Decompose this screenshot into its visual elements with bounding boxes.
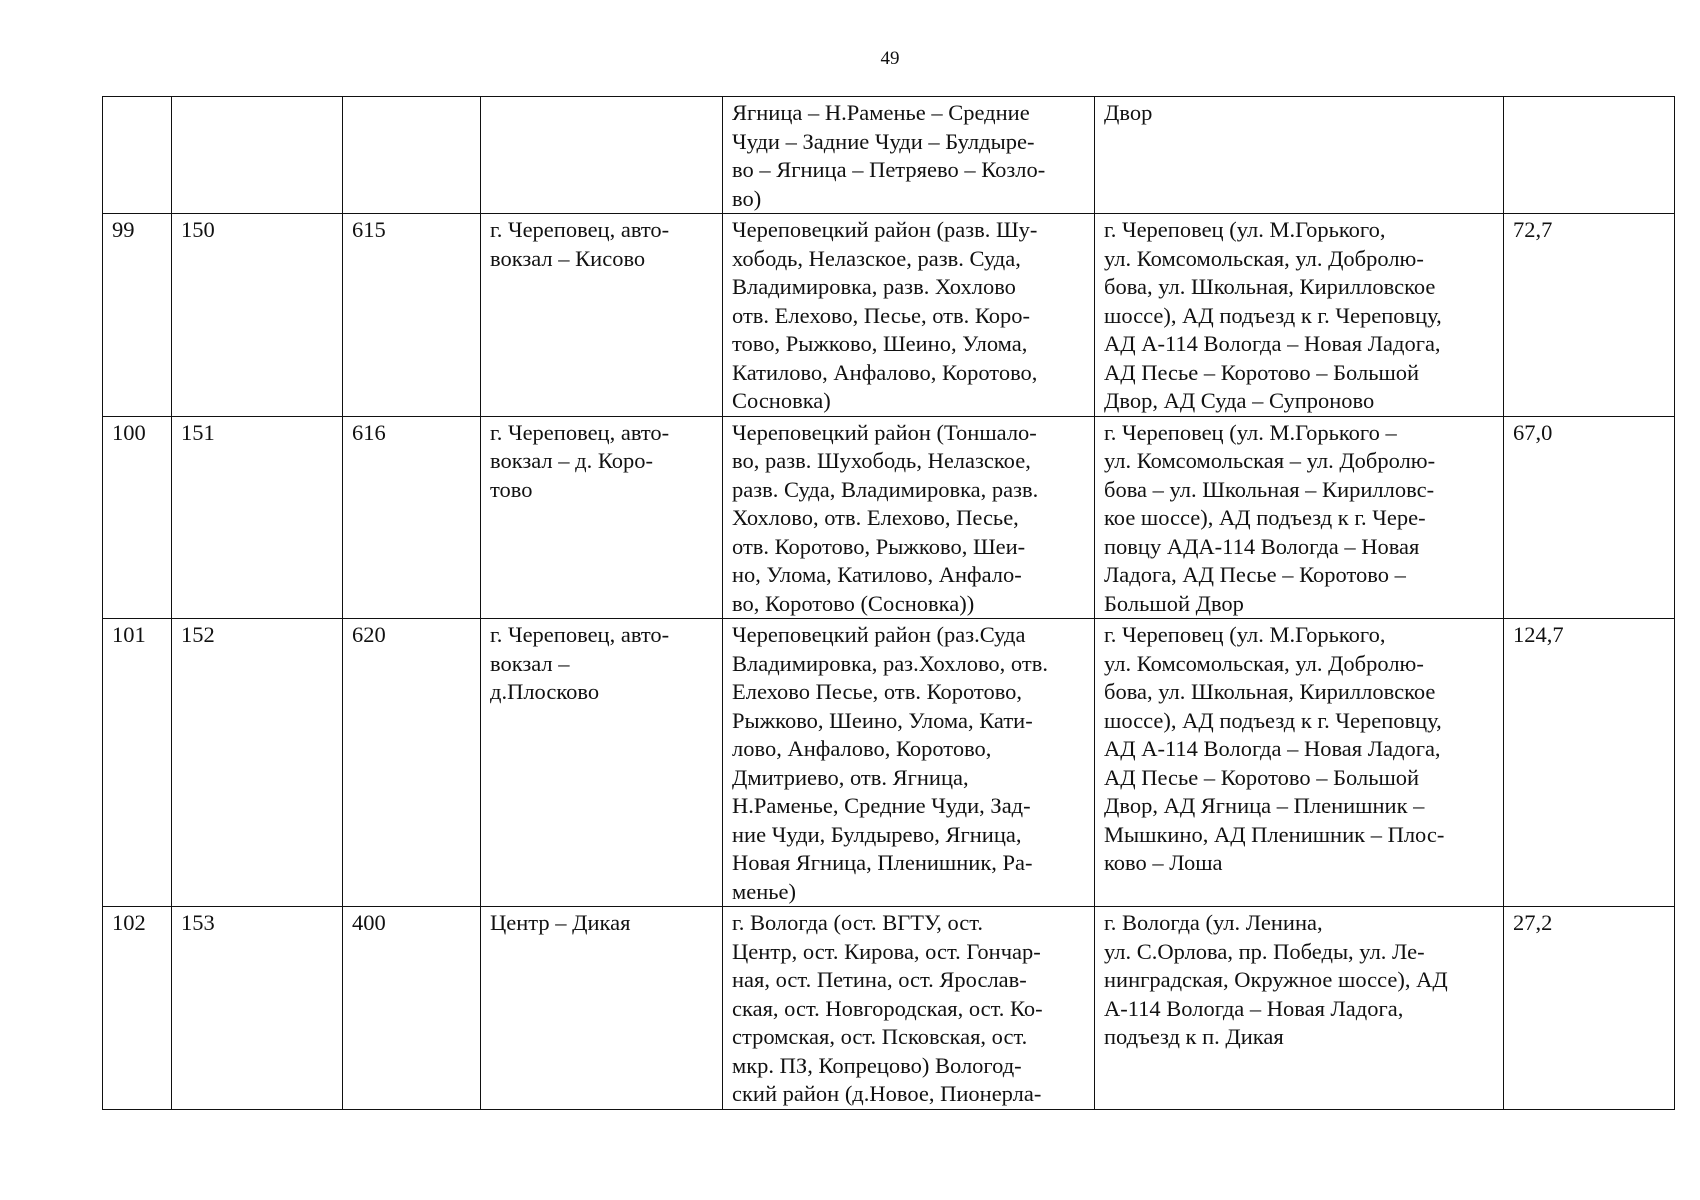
route-code-cell: 152	[172, 619, 343, 907]
route-code-cell: 150	[172, 214, 343, 417]
route-length-cell: 27,2	[1504, 907, 1675, 1110]
route-code-cell	[172, 97, 343, 214]
routes-table	[102, 96, 1675, 1110]
route-settlements-cell: Череповецкий район (раз.Суда Владимировка, раз.Хохлово, отв. Елехово Песье, отв. Коротово, Рыжково, Шеино, Улома, Кати- лово, Анфалово, Коротово, Дмитриево, отв. Ягница, Н.Раменье, Средние Чуди, Зад- ние Чуди, Булдырево, Ягница, Новая Ягница, Пленишник, Ра- менье)	[723, 619, 1095, 907]
row-number-cell: 102	[103, 907, 172, 1110]
route-settlements-cell: Ягница – Н.Раменье – Средние Чуди – Задние Чуди – Булдыре- во – Ягница – Петряево – Козло- во)	[723, 97, 1095, 214]
table-row	[103, 907, 1675, 1110]
route-code-cell: 153	[172, 907, 343, 1110]
table-row	[103, 97, 1675, 214]
route-name-cell: г. Череповец, авто- вокзал – д.Плосково	[481, 619, 723, 907]
route-settlements-cell: Череповецкий район (разв. Шу- хободь, Нелазское, разв. Суда, Владимировка, разв. Хохлово отв. Елехово, Песье, отв. Коро- тово, Рыжково, Шеино, Улома, Катилово, Анфалово, Коротово, Сосновка)	[723, 214, 1095, 417]
route-settlements-cell: Череповецкий район (Тоншало- во, разв. Шухободь, Нелазское, разв. Суда, Владимировка, разв. Хохлово, отв. Елехово, Песье, отв. Коротово, Рыжково, Шеи- но, Улома, Катилово, Анфало- во, Коротово (Сосновка))	[723, 416, 1095, 619]
table-row	[103, 416, 1675, 619]
registry-number-cell	[343, 97, 481, 214]
row-number-cell	[103, 97, 172, 214]
route-streets-cell: г. Череповец (ул. М.Горького, ул. Комсомольская, ул. Добролю- бова, ул. Школьная, Кирилловское шоссе), АД подъезд к г. Череповцу, АД А-114 Вологда – Новая Ладога, АД Песье – Коротово – Большой Двор, АД Суда – Супроново	[1095, 214, 1504, 417]
table-row	[103, 619, 1675, 907]
page-number: 49	[880, 48, 900, 69]
route-name-cell: г. Череповец, авто- вокзал – Кисово	[481, 214, 723, 417]
route-streets-cell: г. Череповец (ул. М.Горького, ул. Комсомольская, ул. Добролю- бова, ул. Школьная, Кирилловское шоссе), АД подъезд к г. Череповцу, АД А-114 Вологда – Новая Ладога, АД Песье – Коротово – Большой Двор, АД Ягница – Пленишник – Мышкино, АД Пленишник – Плос- ково – Лоша	[1095, 619, 1504, 907]
table-row	[103, 214, 1675, 417]
route-name-cell	[481, 97, 723, 214]
registry-number-cell: 400	[343, 907, 481, 1110]
route-code-cell: 151	[172, 416, 343, 619]
route-name-cell: Центр – Дикая	[481, 907, 723, 1110]
route-streets-cell: Двор	[1095, 97, 1504, 214]
route-length-cell: 72,7	[1504, 214, 1675, 417]
route-length-cell: 67,0	[1504, 416, 1675, 619]
row-number-cell: 101	[103, 619, 172, 907]
route-length-cell	[1504, 97, 1675, 214]
registry-number-cell: 616	[343, 416, 481, 619]
row-number-cell: 100	[103, 416, 172, 619]
route-name-cell: г. Череповец, авто- вокзал – д. Коро- тово	[481, 416, 723, 619]
route-length-cell: 124,7	[1504, 619, 1675, 907]
registry-number-cell: 620	[343, 619, 481, 907]
route-streets-cell: г. Вологда (ул. Ленина, ул. С.Орлова, пр. Победы, ул. Ле- нинградская, Окружное шоссе), АД А-114 Вологда – Новая Ладога, подъезд к п. Дикая	[1095, 907, 1504, 1110]
route-streets-cell: г. Череповец (ул. М.Горького – ул. Комсомольская – ул. Добролю- бова – ул. Школьная – Кирилловс- кое шоссе), АД подъезд к г. Чере- повцу АДА-114 Вологда – Новая Ладога, АД Песье – Коротово – Большой Двор	[1095, 416, 1504, 619]
registry-number-cell: 615	[343, 214, 481, 417]
route-settlements-cell: г. Вологда (ост. ВГТУ, ост. Центр, ост. Кирова, ост. Гончар- ная, ост. Петина, ост. Ярослав- ская, ост. Новгородская, ост. Ко- стромская, ост. Псковская, ост. мкр. ПЗ, Копрецово) Вологод- ский район (д.Новое, Пионерла-	[723, 907, 1095, 1110]
row-number-cell: 99	[103, 214, 172, 417]
